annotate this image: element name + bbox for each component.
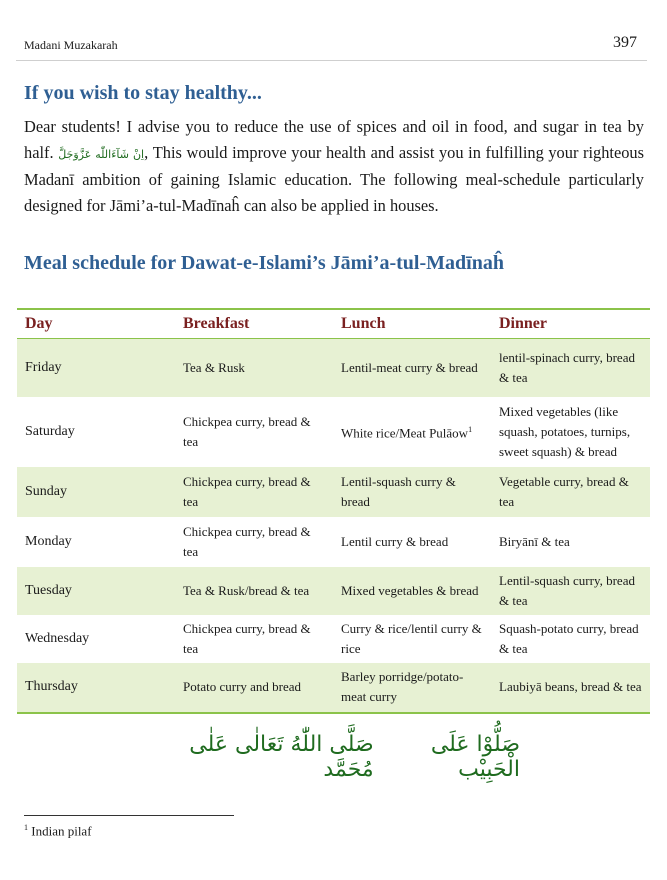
- salawat-response: صَلَّى اللّٰهُ تَعَالٰى عَلٰى مُحَمَّد: [189, 732, 374, 782]
- header-rule: [16, 60, 647, 61]
- dinner-cell: Mixed vegetables (like squash, potatoes, turnips, sweet squash) & bread: [499, 403, 631, 459]
- column-header-breakfast: Breakfast: [175, 309, 333, 339]
- breakfast-cell: Tea & Rusk: [175, 339, 333, 397]
- table-row: [17, 517, 650, 567]
- footnote-text: Indian pilaf: [31, 823, 92, 839]
- day-cell: Monday: [25, 533, 72, 549]
- breakfast-cell: Chickpea curry, bread & tea: [183, 523, 311, 559]
- dinner-cell: Laubiyā beans, bread & tea: [491, 663, 650, 713]
- dinner-cell: lentil-spinach curry, bread & tea: [491, 339, 650, 397]
- footnote-marker: 1: [24, 823, 28, 832]
- lunch-cell: Mixed vegetables & bread: [333, 567, 491, 615]
- dinner-cell: Biryānī & tea: [499, 533, 570, 549]
- table-header-row: [17, 309, 650, 339]
- dinner-cell: Vegetable curry, bread & tea: [491, 467, 650, 517]
- lunch-text: White rice/Meat Pulāow: [341, 425, 469, 441]
- column-header-dinner: Dinner: [491, 309, 650, 339]
- breakfast-cell: Chickpea curry, bread & tea: [183, 620, 311, 656]
- day-cell: Sunday: [17, 467, 175, 517]
- breakfast-cell: Chickpea curry, bread & tea: [183, 413, 311, 449]
- dinner-cell: Lentil-squash curry, bread & tea: [491, 567, 650, 615]
- intro-text-part1: Dear students! I advise you to reduce the use of spices and oil in food, and sugar in tea by half.: [24, 117, 644, 162]
- intro-text-part2: , This would improve your health and assist you in fulfilling your righteous Madanī ambition of gaining Islamic education. The following meal-schedule particularly designed for Jāmi’a-tul-Madīnaĥ can also be applied in houses.: [24, 142, 645, 215]
- table-row: [17, 467, 650, 517]
- meal-schedule-table: [17, 308, 650, 714]
- table-row: [17, 663, 650, 713]
- running-title: Madani Muzakarah: [24, 38, 118, 52]
- intro-paragraph: [24, 114, 644, 218]
- day-cell: Thursday: [17, 663, 175, 713]
- day-cell: Wednesday: [25, 630, 90, 646]
- breakfast-cell: Chickpea curry, bread & tea: [175, 467, 333, 517]
- inline-arabic-phrase: اِنْ شَآءَاللّٰه عَزَّوَجَلَّ: [58, 147, 145, 161]
- table-row: [17, 339, 650, 397]
- footnote-rule: [24, 815, 234, 816]
- dinner-cell: Squash-potato curry, bread & tea: [499, 620, 639, 656]
- table-row: [17, 615, 650, 663]
- footnote: [24, 823, 92, 839]
- breakfast-cell: Tea & Rusk/bread & tea: [175, 567, 333, 615]
- section-heading: If you wish to stay healthy...: [24, 82, 262, 104]
- column-header-lunch: Lunch: [333, 309, 491, 339]
- footnote-ref: 1: [468, 424, 473, 434]
- table-row: [17, 397, 650, 467]
- table-row: [17, 567, 650, 615]
- salawat-invocation: صَلُّوْا عَلَى الْحَبِيْب: [430, 732, 520, 782]
- lunch-cell: Barley porridge/potato-meat curry: [333, 663, 491, 713]
- page-number: 397: [613, 34, 637, 51]
- table-heading: Meal schedule for Dawat-e-Islami’s Jāmi’a-tul-Madīnaĥ: [24, 252, 504, 274]
- day-cell: Saturday: [25, 423, 75, 439]
- day-cell: Friday: [17, 339, 175, 397]
- lunch-cell: Curry & rice/lentil curry & rice: [341, 620, 482, 656]
- lunch-cell: Lentil curry & bread: [341, 533, 449, 549]
- salawat-line: [150, 732, 520, 782]
- lunch-cell: Lentil-squash curry & bread: [333, 467, 491, 517]
- lunch-cell: [333, 397, 491, 467]
- column-header-day: Day: [17, 309, 175, 339]
- lunch-cell: Lentil-meat curry & bread: [333, 339, 491, 397]
- day-cell: Tuesday: [17, 567, 175, 615]
- breakfast-cell: Potato curry and bread: [175, 663, 333, 713]
